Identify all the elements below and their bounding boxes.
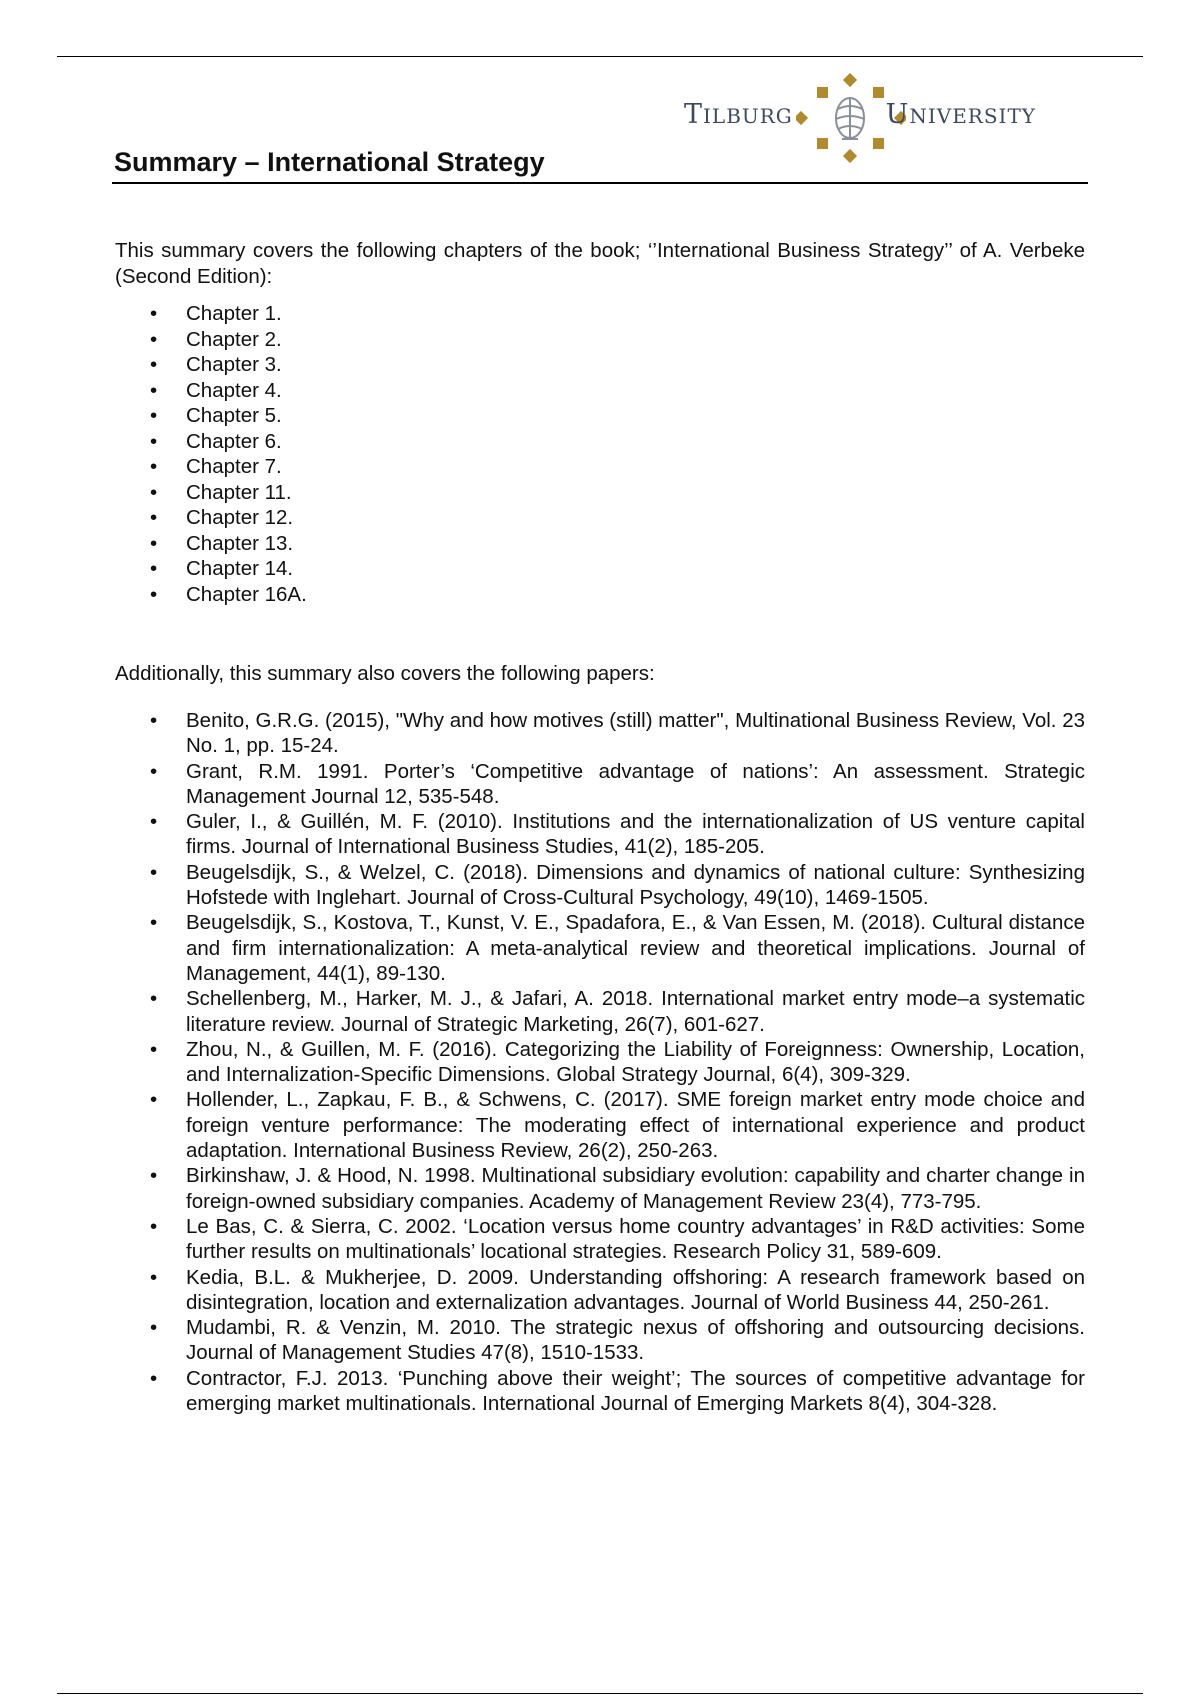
paper-item [115,1315,1085,1366]
paper-item [115,910,1085,986]
chapter-item [115,531,1085,557]
bullet-icon: • [150,327,158,351]
bottom-rule [57,1693,1143,1694]
paper-item-text: Birkinshaw, J. & Hood, N. 1998. Multinational subsidiary evolution: capability and charter change in foreign-owned subsidiary companies. Academy of Management Review 23(4), 773-795. [186,1164,1085,1213]
tilburg-university-logo [684,73,1036,163]
chapter-item-text: Chapter 1. [186,302,282,325]
bullet-icon: • [150,480,158,504]
paper-item [115,708,1085,759]
paper-item [115,809,1085,860]
summary-body [115,238,1085,1416]
bullet-icon: • [150,455,158,478]
chapter-item [115,352,1085,378]
bullet-icon: • [150,302,158,325]
bullet-icon: • [150,506,158,529]
bullet-icon: • [150,911,158,935]
chapter-list [115,301,1085,607]
paper-item-text: Hollender, L., Zapkau, F. B., & Schwens, C. (2017). SME foreign market entry mode choice and foreign venture performance: The moderating effect of international experience and product adaptation. International Business Review, 26(2), 250-263. [186,1088,1085,1163]
page-header [112,70,1088,184]
chapter-item [115,556,1085,582]
bullet-icon: • [150,1088,158,1112]
paper-item-text: Kedia, B.L. & Mukherjee, D. 2009. Understanding offshoring: A research framework based on disintegration, location and externalization advantages. Journal of World Business 44, 250-261. [186,1265,1085,1314]
chapter-item [115,327,1085,353]
intro-paragraph: This summary covers the following chapters of the book; ‘’International Business Strategy’’ of A. Verbeke (Second Edition): [115,239,1085,288]
bullet-icon: • [150,1164,158,1188]
logo-word-left: TILBURG [684,99,793,130]
bullet-icon: • [150,1316,158,1340]
bullet-icon: • [150,353,158,376]
papers-intro: Additionally, this summary also covers the following papers: [115,662,655,685]
bullet-icon: • [150,987,158,1011]
bullet-icon: • [150,582,158,606]
paper-item-text: Mudambi, R. & Venzin, M. 2010. The strategic nexus of offshoring and outsourcing decisions. Journal of Management Studies 47(8), 1510-1533. [186,1316,1085,1365]
paper-item-text: Beugelsdijk, S., Kostova, T., Kunst, V. E., Spadafora, E., & Van Essen, M. (2018). Cultural distance and firm internationalization: A meta-analytical review and theoretical implications. Journal of Management, 44(1), 89-130. [186,911,1085,985]
paper-item [115,1037,1085,1088]
chapter-item-text: Chapter 12. [186,506,294,529]
bullet-icon: • [150,709,158,732]
logo-word-right: UNIVERSITY [885,99,1036,130]
bullet-icon: • [150,378,158,402]
chapter-item-text: Chapter 14. [186,557,294,580]
chapter-item-text: Chapter 2. [186,327,282,351]
chapter-item-text: Chapter 5. [186,404,282,427]
chapter-item [115,403,1085,429]
bullet-icon: • [150,429,158,453]
chapter-item-text: Chapter 4. [186,378,282,402]
paper-item [115,1087,1085,1163]
chapter-item [115,301,1085,327]
bullet-icon: • [150,557,158,580]
bullet-icon: • [150,810,158,834]
paper-item [115,860,1085,911]
chapter-item-text: Chapter 7. [186,455,282,478]
paper-item-text: Beugelsdijk, S., & Welzel, C. (2018). Dimensions and dynamics of national culture: Synthesizing Hofstede with Inglehart. Journal of Cross-Cultural Psychology, 49(10), 1469-1505. [186,860,1085,910]
chapter-item-text: Chapter 3. [186,353,282,376]
paper-item [115,1163,1085,1214]
chapter-item [115,429,1085,455]
chapter-item [115,480,1085,506]
paper-list [115,708,1085,1416]
page-title: Summary – International Strategy [114,147,545,177]
chapter-item-text: Chapter 11. [186,480,292,504]
bullet-icon: • [150,1265,158,1289]
bullet-icon: • [150,531,158,555]
chapter-item-text: Chapter 13. [186,531,294,555]
bullet-icon: • [150,759,158,783]
bullet-icon: • [150,1214,158,1238]
paper-item [115,759,1085,810]
bullet-icon: • [150,1366,158,1390]
chapter-item [115,454,1085,480]
chapter-item [115,582,1085,608]
paper-item-text: Guler, I., & Guillén, M. F. (2010). Institutions and the internationalization of US venture capital firms. Journal of International Business Studies, 41(2), 185-205. [186,810,1085,859]
chapter-item-text: Chapter 16A. [186,582,307,606]
paper-item [115,986,1085,1037]
paper-item-text: Schellenberg, M., Harker, M. J., & Jafari, A. 2018. International market entry mode–a systematic literature review. Journal of Strategic Marketing, 26(7), 601-627. [186,987,1085,1036]
top-rule [57,56,1143,57]
bullet-icon: • [150,860,158,884]
chapter-item [115,378,1085,404]
paper-item-text: Zhou, N., & Guillen, M. F. (2016). Categorizing the Liability of Foreignness: Ownership, Location, and Internalization-Specific Dimensions. Global Strategy Journal, 6(4), 309-329. [186,1037,1085,1087]
bullet-icon: • [150,1037,158,1061]
paper-item-text: Contractor, F.J. 2013. ‘Punching above their weight’; The sources of competitive advantage for emerging market multinationals. International Journal of Emerging Markets 8(4), 304-328. [186,1366,1085,1416]
paper-item-text: Grant, R.M. 1991. Porter’s ‘Competitive advantage of nations’: An assessment. Strategic Management Journal 12, 535-548. [186,759,1085,808]
chapter-item-text: Chapter 6. [186,429,282,453]
paper-item [115,1214,1085,1265]
chapter-item [115,505,1085,531]
paper-item-text: Le Bas, C. & Sierra, C. 2002. ‘Location versus home country advantages’ in R&D activities: Some further results on multinationals’ locational strategies. Research Policy 31, 589-609. [186,1214,1085,1264]
paper-item-text: Benito, G.R.G. (2015), "Why and how motives (still) matter", Multinational Business Review, Vol. 23 No. 1, pp. 15-24. [186,709,1085,758]
paper-item [115,1265,1085,1316]
paper-item [115,1366,1085,1417]
bullet-icon: • [150,404,158,427]
